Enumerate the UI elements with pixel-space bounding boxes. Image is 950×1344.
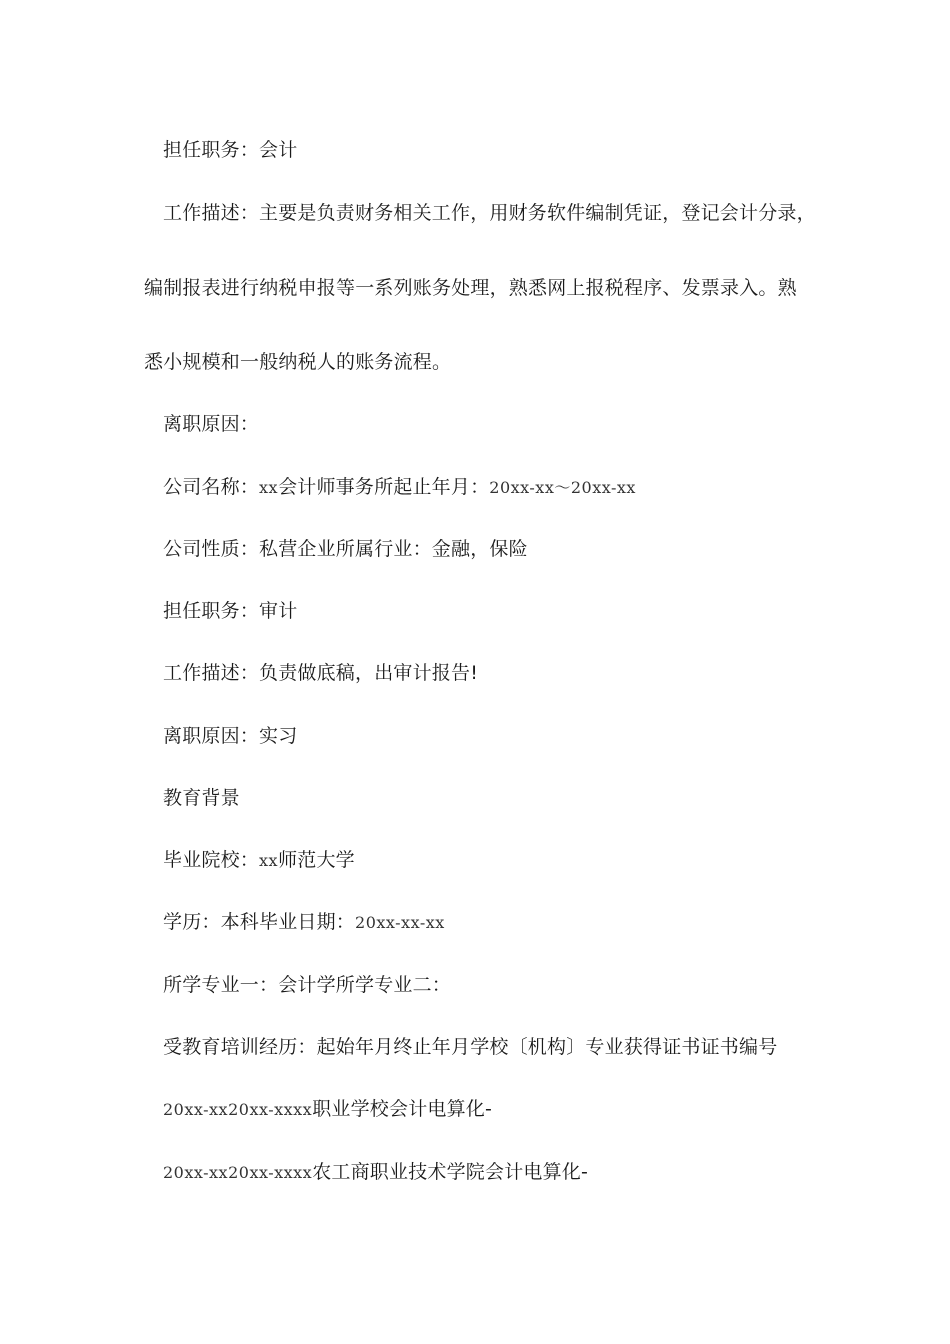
job2-position: 担任职务：审计 <box>163 600 298 622</box>
job1-description-line1: 工作描述：主要是负责财务相关工作，用财务软件编制凭证，登记会计分录， <box>163 202 816 224</box>
training-row-dates: 20xx-xx20xx-xxxx <box>163 1100 313 1119</box>
job1-position: 担任职务：会计 <box>163 139 298 161</box>
job1-leave-reason: 离职原因： <box>163 413 260 435</box>
training-row <box>163 1160 588 1185</box>
training-row <box>163 1097 492 1122</box>
job2-company-name: xx <box>259 478 279 497</box>
job2-period: 20xx-xx～20xx-xx <box>489 478 636 497</box>
education-school-name: 师范大学 <box>278 849 355 871</box>
education-majors: 所学专业一：会计学所学专业二： <box>163 974 452 996</box>
education-graduation-date: 20xx-xx-xx <box>355 913 445 932</box>
education-heading: 教育背景 <box>163 787 240 809</box>
job1-description-line3: 悉小规模和一般纳税人的账务流程。 <box>144 351 452 373</box>
education-school-prefix: xx <box>259 851 279 870</box>
job2-company-rest: 会计师事务所起止年月： <box>278 476 490 498</box>
training-row-text: 农工商职业技术学院会计电算化- <box>312 1161 589 1183</box>
job2-company-label: 公司名称： <box>163 476 260 498</box>
training-row-text: 职业学校会计电算化- <box>312 1098 493 1120</box>
education-school <box>163 848 355 873</box>
education-degree-label: 学历：本科毕业日期： <box>163 911 356 933</box>
job2-description: 工作描述：负责做底稿，出审计报告! <box>163 662 479 684</box>
education-school-label: 毕业院校： <box>163 849 260 871</box>
education-degree <box>163 910 445 935</box>
job1-description-line2: 编制报表进行纳税申报等一系列账务处理，熟悉网上报税程序、发票录入。熟 <box>144 277 797 299</box>
education-training-header: 受教育培训经历：起始年月终止年月学校〔机构〕专业获得证书证书编号 <box>163 1036 778 1058</box>
job2-nature: 公司性质：私营企业所属行业：金融，保险 <box>163 538 528 560</box>
job2-company <box>163 475 636 500</box>
job2-leave-reason: 离职原因：实习 <box>163 725 298 747</box>
training-row-dates: 20xx-xx20xx-xxxx <box>163 1163 313 1182</box>
